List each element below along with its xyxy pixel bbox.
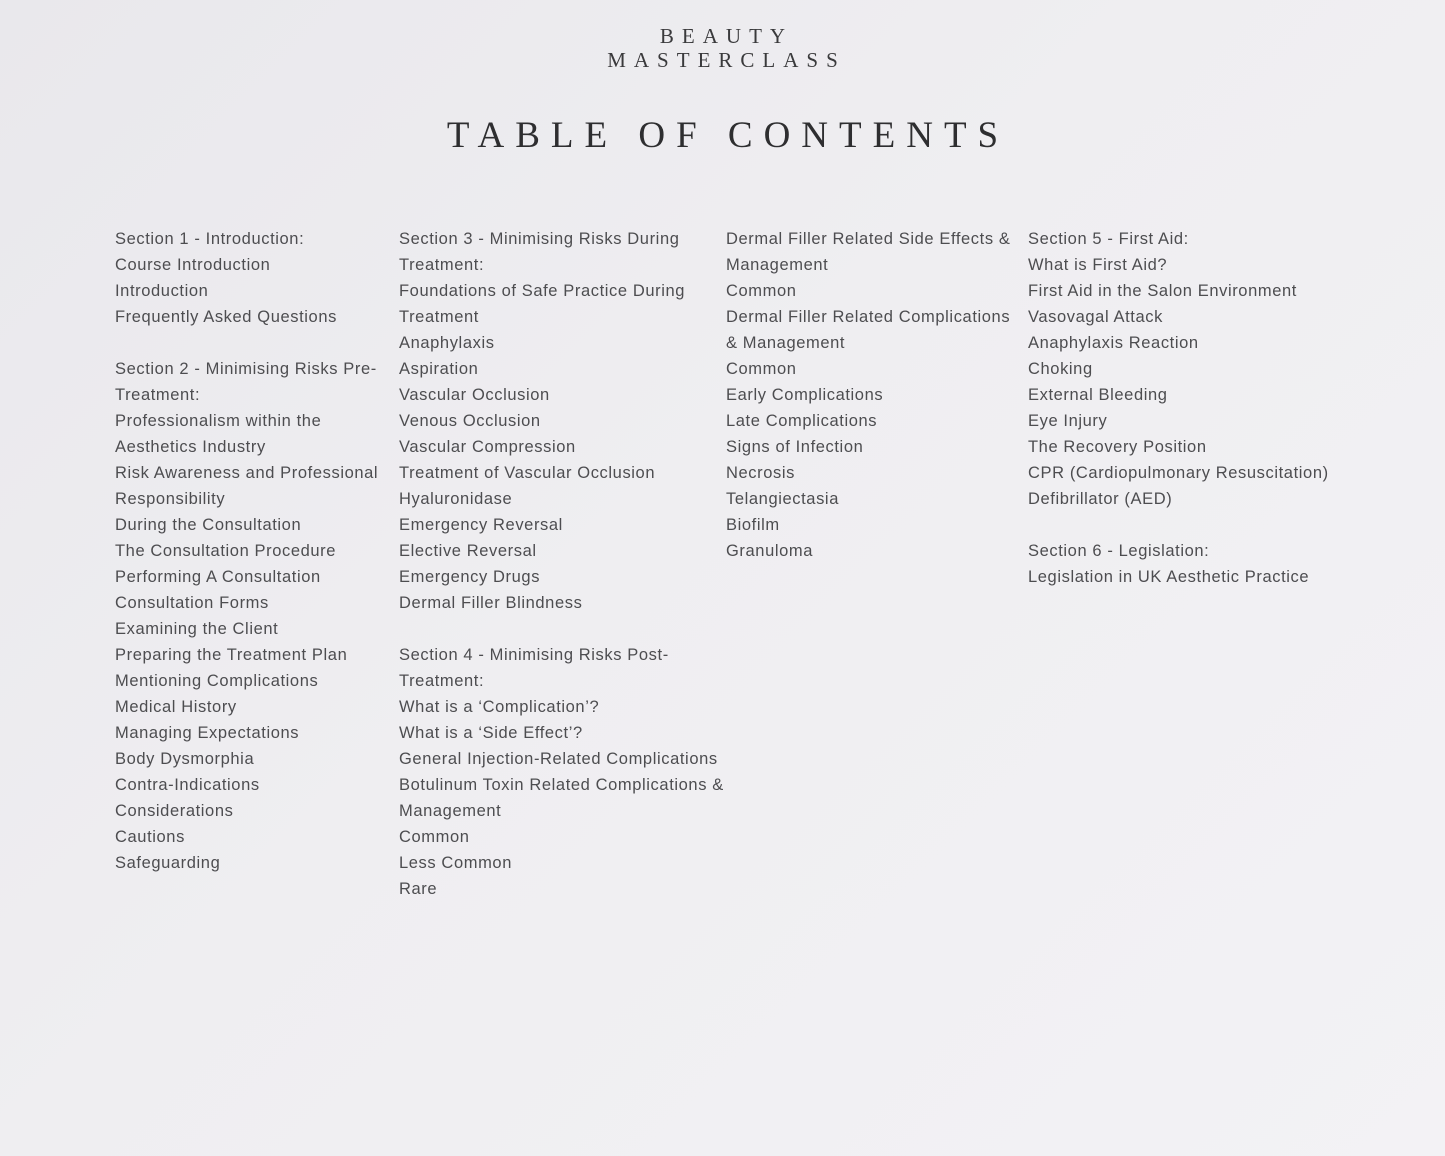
- toc-entry: Emergency Reversal: [399, 516, 563, 534]
- toc-entry: What is a ‘Complication’?: [399, 698, 600, 716]
- toc-entry: Necrosis: [726, 464, 795, 482]
- toc-entry: Dermal Filler Blindness: [399, 594, 583, 612]
- toc-entry: Venous Occlusion: [399, 412, 541, 430]
- toc-entry: Performing A Consultation: [115, 568, 321, 586]
- toc-entry: Dermal Filler Related Side Effects &: [726, 230, 1011, 248]
- toc-entry: Telangiectasia: [726, 490, 839, 508]
- section-heading: Section 6 - Legislation:: [1028, 542, 1210, 560]
- toc-entry: Defibrillator (AED): [1028, 490, 1173, 508]
- toc-entry: Vascular Occlusion: [399, 386, 550, 404]
- toc-entry: Managing Expectations: [115, 724, 300, 742]
- toc-entry: Medical History: [115, 698, 237, 716]
- toc-entry: Body Dysmorphia: [115, 750, 255, 768]
- toc-entry: Aesthetics Industry: [115, 438, 266, 456]
- toc-entry: Vascular Compression: [399, 438, 576, 456]
- toc-entry: Preparing the Treatment Plan: [115, 646, 348, 664]
- toc-column-1: [115, 226, 385, 876]
- toc-entry: Signs of Infection: [726, 438, 864, 456]
- toc-entry: Emergency Drugs: [399, 568, 541, 586]
- toc-entry: Eye Injury: [1028, 412, 1108, 430]
- toc-entry: Treatment:: [399, 256, 485, 274]
- toc-entry: Course Introduction: [115, 256, 271, 274]
- toc-entry: Cautions: [115, 828, 185, 846]
- toc-entry: Choking: [1028, 360, 1093, 378]
- toc-entry: Anaphylaxis: [399, 334, 495, 352]
- toc-column-4: [1028, 226, 1328, 590]
- toc-entry: Responsibility: [115, 490, 226, 508]
- toc-entry: Dermal Filler Related Complications: [726, 308, 1011, 326]
- toc-entry: Professionalism within the: [115, 412, 322, 430]
- toc-entry: Introduction: [115, 282, 209, 300]
- toc-entry: The Consultation Procedure: [115, 542, 337, 560]
- toc-column-3: [726, 226, 1016, 564]
- section-heading: Section 4 - Minimising Risks Post-: [399, 646, 669, 664]
- toc-entry: Vasovagal Attack: [1028, 308, 1163, 326]
- section-spacer: [1028, 512, 1328, 538]
- toc-entry: Safeguarding: [115, 854, 221, 872]
- toc-entry: Common: [399, 828, 470, 846]
- brand-line-1: BEAUTY: [659, 24, 794, 48]
- toc-entry: Legislation in UK Aesthetic Practice: [1028, 568, 1310, 586]
- toc-entry: Treatment: [399, 308, 479, 326]
- section-heading: Section 3 - Minimising Risks During: [399, 230, 680, 248]
- toc-entry: Elective Reversal: [399, 542, 537, 560]
- brand-line-2: MASTERCLASS: [607, 48, 846, 72]
- section-spacer: [115, 330, 385, 356]
- toc-entry: Late Complications: [726, 412, 878, 430]
- toc-entry: Rare: [399, 880, 438, 898]
- toc-entry: Biofilm: [726, 516, 780, 534]
- toc-entry: Treatment:: [399, 672, 485, 690]
- section-heading: Section 5 - First Aid:: [1028, 230, 1189, 248]
- toc-entry: Consultation Forms: [115, 594, 269, 612]
- brand-logo: [0, 24, 1445, 72]
- page-title: TABLE OF CONTENTS: [446, 115, 1010, 156]
- toc-entry: General Injection-Related Complications: [399, 750, 718, 768]
- toc-entry: Treatment:: [115, 386, 201, 404]
- toc-entry: Frequently Asked Questions: [115, 308, 337, 326]
- toc-entry: The Recovery Position: [1028, 438, 1207, 456]
- toc-entry: Management: [726, 256, 829, 274]
- toc-entry: Botulinum Toxin Related Complications &: [399, 776, 724, 794]
- toc-entry: Contra-Indications: [115, 776, 260, 794]
- toc-entry: First Aid in the Salon Environment: [1028, 282, 1297, 300]
- toc-column-2: [399, 226, 724, 902]
- section-heading: Section 1 - Introduction:: [115, 230, 305, 248]
- toc-entry: & Management: [726, 334, 846, 352]
- toc-entry: Foundations of Safe Practice During: [399, 282, 686, 300]
- toc-entry: Examining the Client: [115, 620, 279, 638]
- toc-entry: External Bleeding: [1028, 386, 1168, 404]
- section-spacer: [399, 616, 719, 642]
- toc-entry: Management: [399, 802, 502, 820]
- toc-entry: During the Consultation: [115, 516, 302, 534]
- toc-entry: Common: [726, 282, 797, 300]
- toc-entry: Less Common: [399, 854, 512, 872]
- toc-entry: Mentioning Complications: [115, 672, 319, 690]
- toc-entry: Granuloma: [726, 542, 814, 560]
- toc-entry: CPR (Cardiopulmonary Resuscitation): [1028, 464, 1329, 482]
- toc-entry: Risk Awareness and Professional: [115, 464, 379, 482]
- toc-entry: What is a ‘Side Effect’?: [399, 724, 583, 742]
- toc-entry: Hyaluronidase: [399, 490, 513, 508]
- toc-entry: Treatment of Vascular Occlusion: [399, 464, 656, 482]
- toc-entry: Early Complications: [726, 386, 884, 404]
- toc-entry: Anaphylaxis Reaction: [1028, 334, 1199, 352]
- toc-entry: Common: [726, 360, 797, 378]
- toc-entry: What is First Aid?: [1028, 256, 1168, 274]
- toc-entry: Aspiration: [399, 360, 479, 378]
- section-heading: Section 2 - Minimising Risks Pre-: [115, 360, 377, 378]
- toc-entry: Considerations: [115, 802, 234, 820]
